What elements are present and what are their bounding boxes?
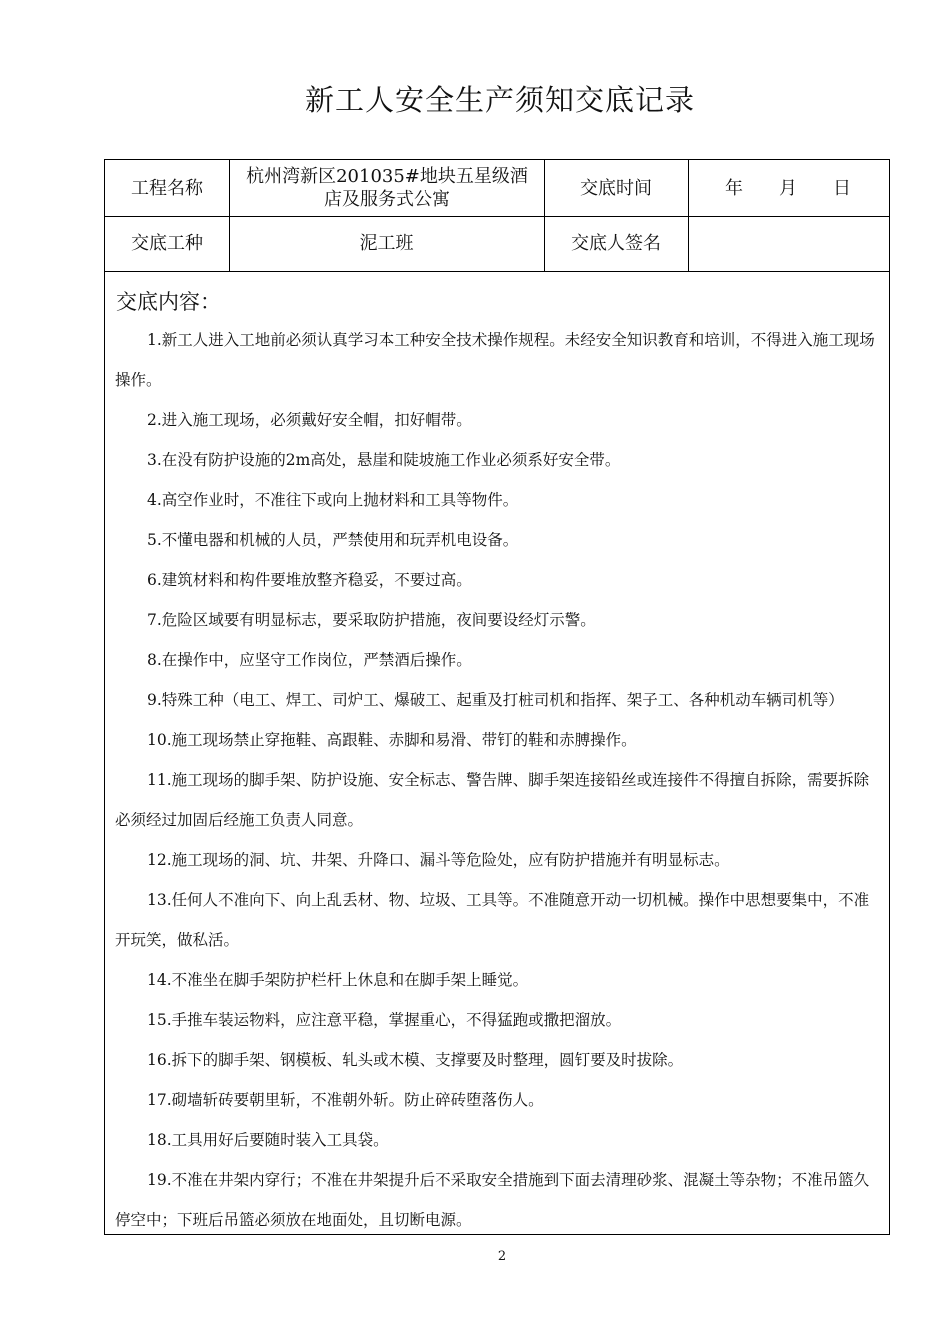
project-name-value: 杭州湾新区201035#地块五星级酒店及服务式公寓 bbox=[246, 166, 528, 210]
content-heading: 交底内容： bbox=[116, 290, 221, 314]
work-type-label: 交底工种 bbox=[131, 233, 203, 254]
record-table bbox=[104, 159, 890, 1235]
list-item: 13.任何人不准向下、向上乱丢材、物、垃圾、工具等。不准随意开动一切机械。操作中思想要集中，不准开玩笑，做私活。 bbox=[115, 891, 870, 949]
project-name-label: 工程名称 bbox=[131, 177, 203, 199]
briefing-time-value: 年 月 日 bbox=[725, 177, 851, 199]
list-item: 3.在没有防护设施的2m高处，悬崖和陡坡施工作业必须系好安全带。 bbox=[147, 451, 621, 469]
list-item: 14.不准坐在脚手架防护栏杆上休息和在脚手架上睡觉。 bbox=[147, 971, 529, 989]
briefing-items-list bbox=[115, 320, 883, 1240]
document-title: 新工人安全生产须知交底记录 bbox=[304, 83, 695, 117]
work-type-value: 泥工班 bbox=[359, 233, 414, 254]
signer-value bbox=[688, 216, 891, 271]
list-item: 7.危险区域要有明显标志，要采取防护措施，夜间要设经灯示警。 bbox=[147, 611, 596, 629]
list-item: 15.手推车装运物料，应注意平稳，掌握重心，不得猛跑或撒把溜放。 bbox=[147, 1011, 622, 1029]
briefing-time-label: 交底时间 bbox=[580, 177, 652, 199]
list-item: 1.新工人进入工地前必须认真学习本工种安全技术操作规程。未经安全知识教育和培训，不得进入施工现场操作。 bbox=[115, 331, 875, 389]
list-item: 11.施工现场的脚手架、防护设施、安全标志、警告牌、脚手架连接铅丝或连接件不得擅自拆除，需要拆除必须经过加固后经施工负责人同意。 bbox=[115, 771, 870, 829]
list-item: 10.施工现场禁止穿拖鞋、高跟鞋、赤脚和易滑、带钉的鞋和赤膊操作。 bbox=[147, 731, 637, 749]
table-row-divider bbox=[105, 271, 889, 272]
list-item: 2.进入施工现场，必须戴好安全帽，扣好帽带。 bbox=[147, 411, 472, 429]
list-item: 18.工具用好后要随时装入工具袋。 bbox=[147, 1131, 389, 1149]
list-item: 16.拆下的脚手架、钢模板、轧头或木模、支撑要及时整理，圆钉要及时拔除。 bbox=[147, 1051, 684, 1069]
list-item: 17.砌墙斩砖要朝里斩，不准朝外斩。防止碎砖堕落伤人。 bbox=[147, 1091, 544, 1109]
list-item: 12.施工现场的洞、坑、井架、升降口、漏斗等危险处，应有防护措施并有明显标志。 bbox=[147, 851, 730, 869]
list-item: 19.不准在井架内穿行；不准在井架提升后不采取安全措施到下面去清理砂浆、混凝土等杂物；不准吊篮久停空中；下班后吊篮必须放在地面处，且切断电源。 bbox=[115, 1171, 870, 1229]
list-item: 5.不懂电器和机械的人员，严禁使用和玩弄机电设备。 bbox=[147, 531, 519, 549]
list-item: 4.高空作业时，不准往下或向上抛材料和工具等物件。 bbox=[147, 491, 519, 509]
list-item: 8.在操作中，应坚守工作岗位，严禁酒后操作。 bbox=[147, 651, 472, 669]
signer-label: 交底人签名 bbox=[571, 233, 661, 254]
list-item: 9.特殊工种（电工、焊工、司炉工、爆破工、起重及打桩司机和指挥、架子工、各种机动车辆司机等） bbox=[147, 691, 844, 709]
page-number: 2 bbox=[497, 1249, 507, 1264]
list-item: 6.建筑材料和构件要堆放整齐稳妥，不要过高。 bbox=[147, 571, 472, 589]
